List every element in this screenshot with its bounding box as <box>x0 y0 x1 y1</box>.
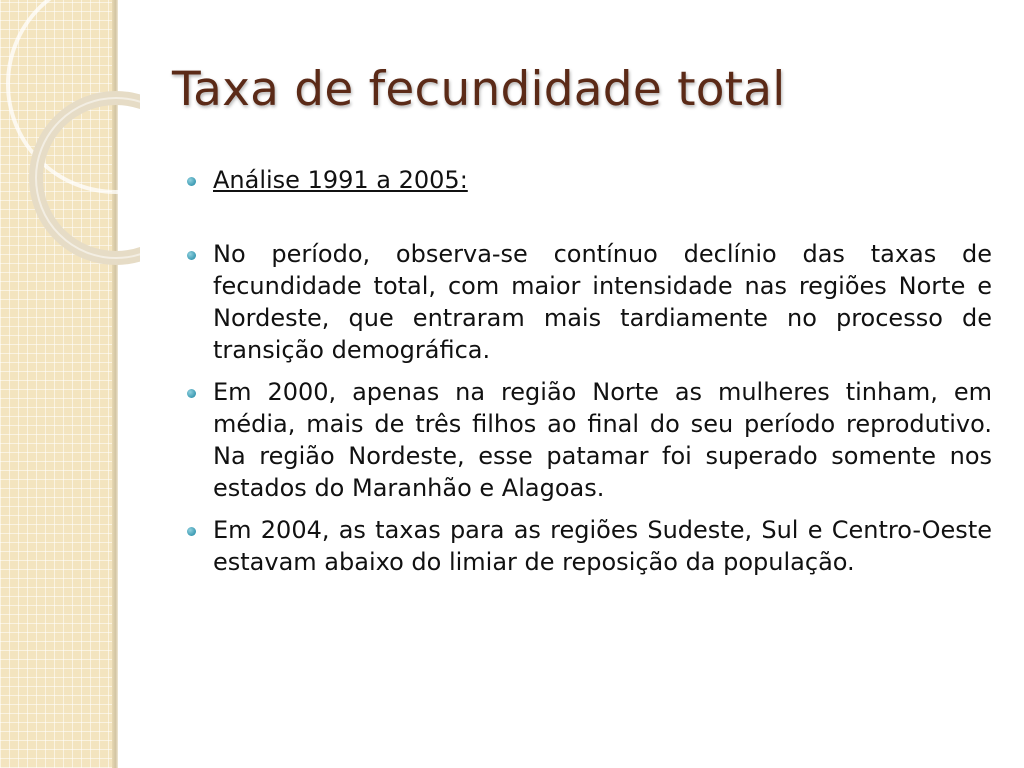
bullet-item-2000 <box>186 376 992 504</box>
bullet-dot-icon <box>187 251 196 260</box>
decorative-rings <box>0 0 140 320</box>
bullet-text: Em 2004, as taxas para as regiões Sudeste, Sul e Centro-Oeste estavam abaixo do limiar de reposição da população. <box>213 516 992 576</box>
decorative-ring-small <box>36 98 140 258</box>
bullet-dot-icon <box>187 389 196 398</box>
bullet-text: Em 2000, apenas na região Norte as mulheres tinham, em média, mais de três filhos ao final do seu período reprodutivo. Na região Nordeste, esse patamar foi superado somente nos estados do Maranhão e Alagoas. <box>213 378 992 502</box>
slide-title: Taxa de fecundidade total <box>172 62 786 117</box>
bullet-dot-icon <box>187 177 196 186</box>
bullet-list <box>186 164 992 578</box>
bullet-item-decline <box>186 238 992 366</box>
bullet-dot-icon <box>187 527 196 536</box>
bullet-item-2004 <box>186 514 992 578</box>
bullet-text: No período, observa-se contínuo declínio das taxas de fecundidade total, com maior intensidade nas regiões Norte e Nordeste, que entraram mais tardiamente no processo de transição demográfica. <box>213 240 992 364</box>
bullet-text: Análise 1991 a 2005: <box>213 166 468 194</box>
bullet-item-analysis-period <box>186 164 992 196</box>
